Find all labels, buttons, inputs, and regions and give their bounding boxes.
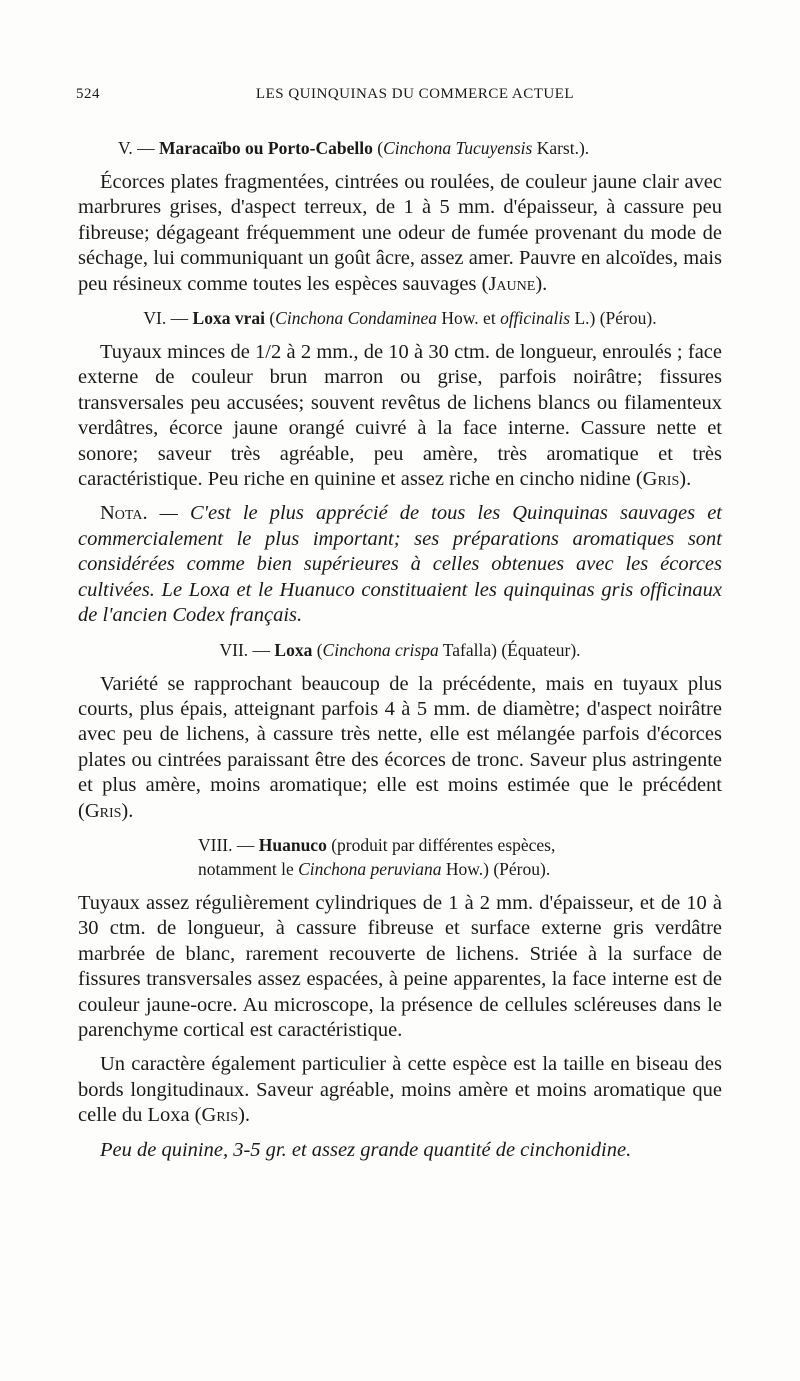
section-viii-text-2: Un caractère également particulier à cette espèce est la taille en biseau des bords longitudinaux. Saveur agréable, moins amère et moins aromatique que celle du Loxa (Gris).	[78, 1053, 722, 1127]
page-number: 524	[76, 86, 100, 102]
final-note: Peu de quinine, 3-5 gr. et assez grande quantité de cinchonidine.	[100, 1138, 632, 1161]
section-vi-text: Tuyaux minces de 1/2 à 2 mm., de 10 à 30 ctm. de longueur, enroulés ; face externe de couleur brun marron ou grise, parfois noirâtre; fissures transversales peu accusées; souvent revêtus de lichens blancs ou filamenteux verdâtres, écorce jaune orangé cuivré à la face interne. Cassure nette et sonore; saveur très agréable, peu amère, très aromatique et très caractéristique. Peu riche en quinine et assez riche en cincho nidine (Gris).	[78, 341, 722, 491]
section-heading-viii: VIII. — Huanuco (produit par différentes espèces, notamment le Cinchona peruviana How.) (Pérou).	[198, 834, 556, 879]
section-heading-v: V. — Maracaïbo ou Porto-Cabello (Cinchona Tucuyensis Karst.).	[118, 138, 590, 158]
section-viii-text-1: Tuyaux assez régulièrement cylindriques de 1 à 2 mm. d'épaisseur, et de 10 à 30 ctm. de longueur, à cassure fibreuse et surface externe gris verdâtre marbrée de blanc, rarement recouverte de lichens. Striée à la surface de fissures transversales assez espacées, à peine apparentes, la face interne est de couleur jaune-ocre. Au microscope, la présence de cellules scléreuses dans le parenchyme cortical est caractéristique.	[78, 891, 722, 1041]
page-body	[78, 136, 722, 1172]
running-head	[76, 86, 724, 110]
section-v-text: Écorces plates fragmentées, cintrées ou roulées, de couleur jaune clair avec marbrures grises, d'aspect terreux, de 1 à 5 mm. d'épaisseur, à cassure peu fibreuse; dégageant fréquemment une odeur de fumée provenant du mode de séchage, lui communiquant un goût âcre, assez amer. Pauvre en alcoïdes, mais peu résineux comme toutes les espèces sauvages (Jaune).	[78, 171, 722, 295]
nota-paragraph: Nota. — C'est le plus apprécié de tous les Quinquinas sauvages et commercialement le plus important; ses préparations aromatiques sont considérées comme bien supérieures à celles obtenues avec les écorces cultivées. Le Loxa et le Huanuco constituaient les quinquinas gris officinaux de l'ancien Codex français.	[78, 502, 722, 627]
section-vii-text: Variété se rapprochant beaucoup de la précédente, mais en tuyaux plus courts, plus épais, atteignant parfois 4 à 5 mm. de diamètre; d'aspect noirâtre avec peu de lichens, à cassure très nette, elle est mélangée parfois d'écorces plates ou cintrées paraissant être des écorces de tronc. Saveur plus astringente et plus amère, moins aromatique; elle est moins estimée que le précédent (Gris).	[78, 672, 722, 822]
running-title: LES QUINQUINAS DU COMMERCE ACTUEL	[255, 86, 575, 102]
section-heading-vii: VII. — Loxa (Cinchona crispa Tafalla) (Équateur).	[219, 639, 581, 660]
section-heading-vi: VI. — Loxa vrai (Cinchona Condaminea How. et officinalis L.) (Pérou).	[143, 308, 657, 329]
